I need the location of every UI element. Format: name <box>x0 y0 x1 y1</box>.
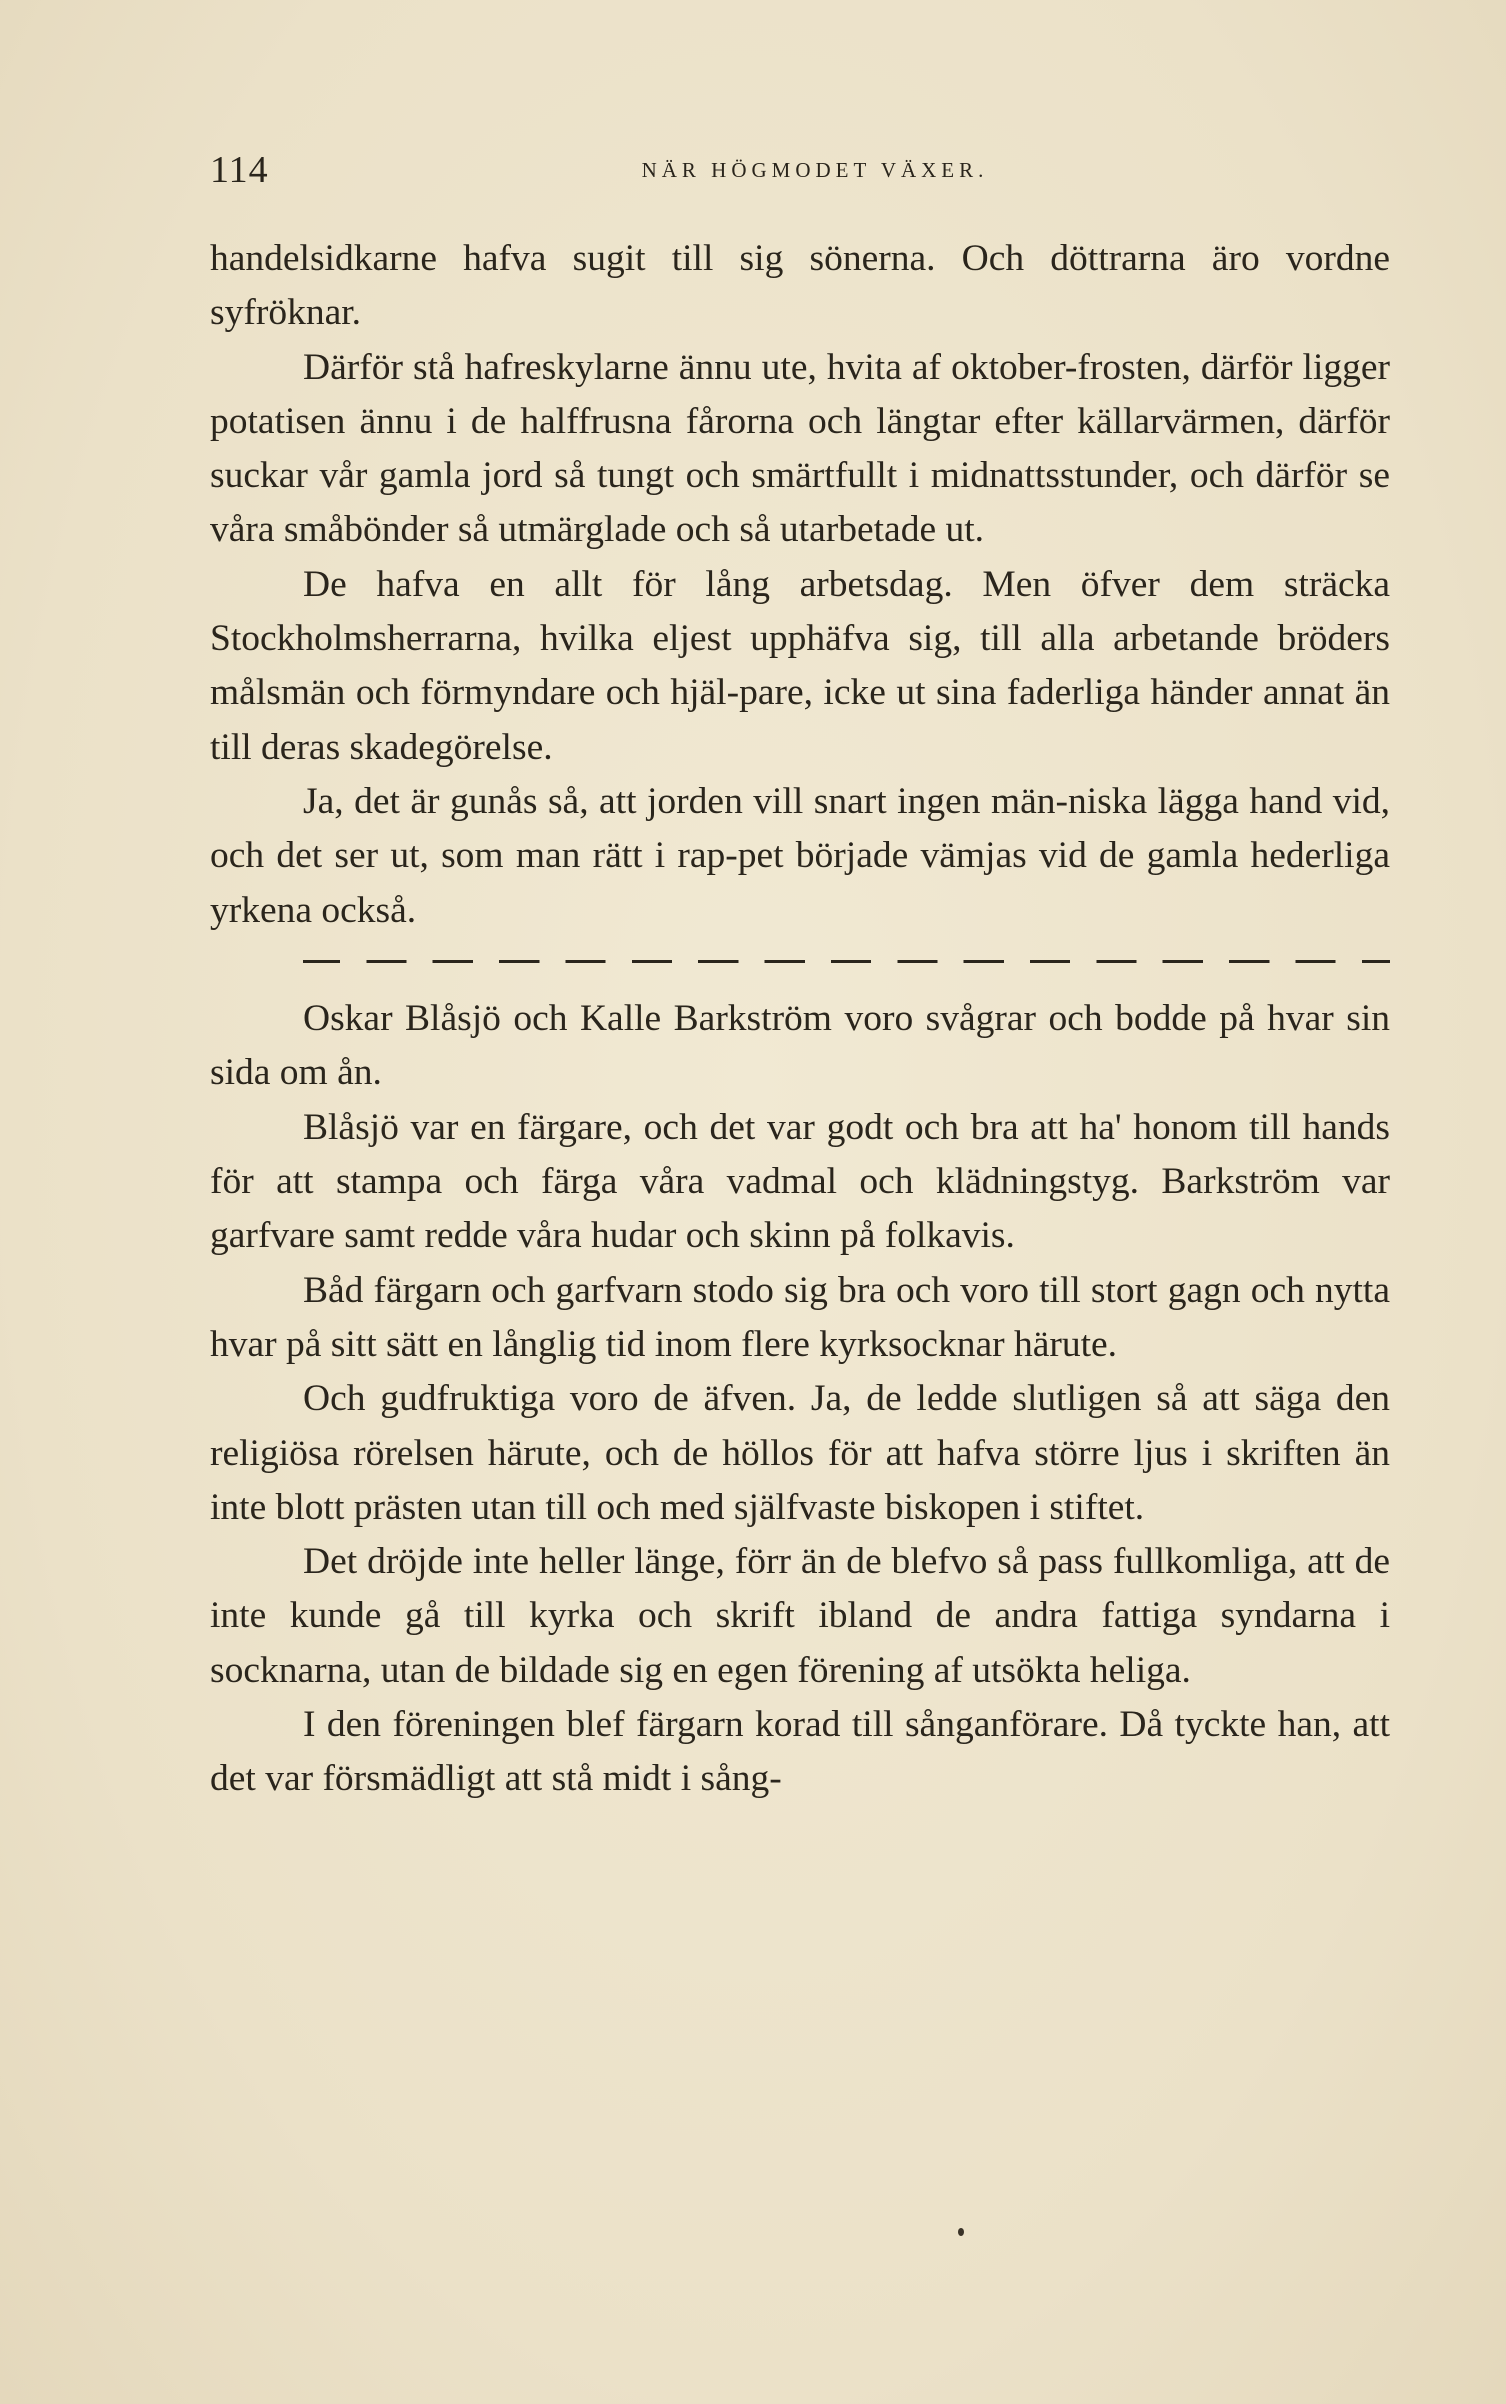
paragraph: Det dröjde inte heller länge, förr än de blefvo så pass fullkomliga, att de inte kunde gå till kyrka och skrift ibland de andra fattiga syndarna i socknarna, utan de bildade sig en egen förening af utsökta heliga. <box>210 1541 1390 1691</box>
page-number: 114 <box>210 149 269 191</box>
body-text <box>210 232 1390 1807</box>
paragraph: Blåsjö var en färgare, och det var godt och bra att ha' honom till hands för att stampa och färga våra vadmal och klädningstyg. Barkström var garfvare samt redde våra hudar och skinn på folkavis. <box>210 1106 1390 1257</box>
paragraph: Båd färgarn och garfvarn stodo sig bra och voro till stort gagn och nytta hvar på sitt sätt en långlig tid inom flere kyrksocknar härute. <box>210 1269 1390 1365</box>
dashed-rule <box>303 960 1390 963</box>
section-separator <box>210 938 1390 992</box>
paragraph: Därför stå hafreskylarne ännu ute, hvita af oktober-frosten, därför ligger potatisen ännu i de halffrusna fårorna och längtar efter källarvärmen, därför suckar vår gamla jord så tungt och smärtfullt i midnattsstunder, och därför se våra småbönder så utmärglade och så utarbetade ut. <box>210 346 1390 551</box>
paragraph: Oskar Blåsjö och Kalle Barkström voro svågrar och bodde på hvar sin sida om ån. <box>210 998 1390 1094</box>
running-title: NÄR HÖGMODET VÄXER. <box>641 158 989 182</box>
ink-speck <box>958 2228 964 2236</box>
paragraph: Och gudfruktiga voro de äfven. Ja, de ledde slutligen så att säga den religiösa rörelsen härute, och de höllos för att hafva större ljus i skriften än inte blott prästen utan till och med själfvaste biskopen i stiftet. <box>210 1378 1390 1528</box>
paragraph: Ja, det är gunås så, att jorden vill snart ingen män-niska lägga hand vid, och det ser ut, som man rätt i rap-pet började vämjas vid de gamla hederliga yrkena också. <box>210 780 1390 931</box>
page-header <box>210 148 1390 198</box>
paragraph: De hafva en allt för lång arbetsdag. Men öfver dem sträcka Stockholmsherrarna, hvilka eljest upphäfva sig, till alla arbetande bröders målsmän och förmyndare och hjäl-pare, icke ut sina faderliga händer annat än till deras skadegörelse. <box>210 563 1390 768</box>
paragraph: I den föreningen blef färgarn korad till sånganförare. Då tyckte han, att det var försmädligt att stå midt i sång- <box>210 1704 1390 1800</box>
paragraph: handelsidkarne hafva sugit till sig sönerna. Och döttrarna äro vordne syfröknar. <box>210 238 1390 334</box>
